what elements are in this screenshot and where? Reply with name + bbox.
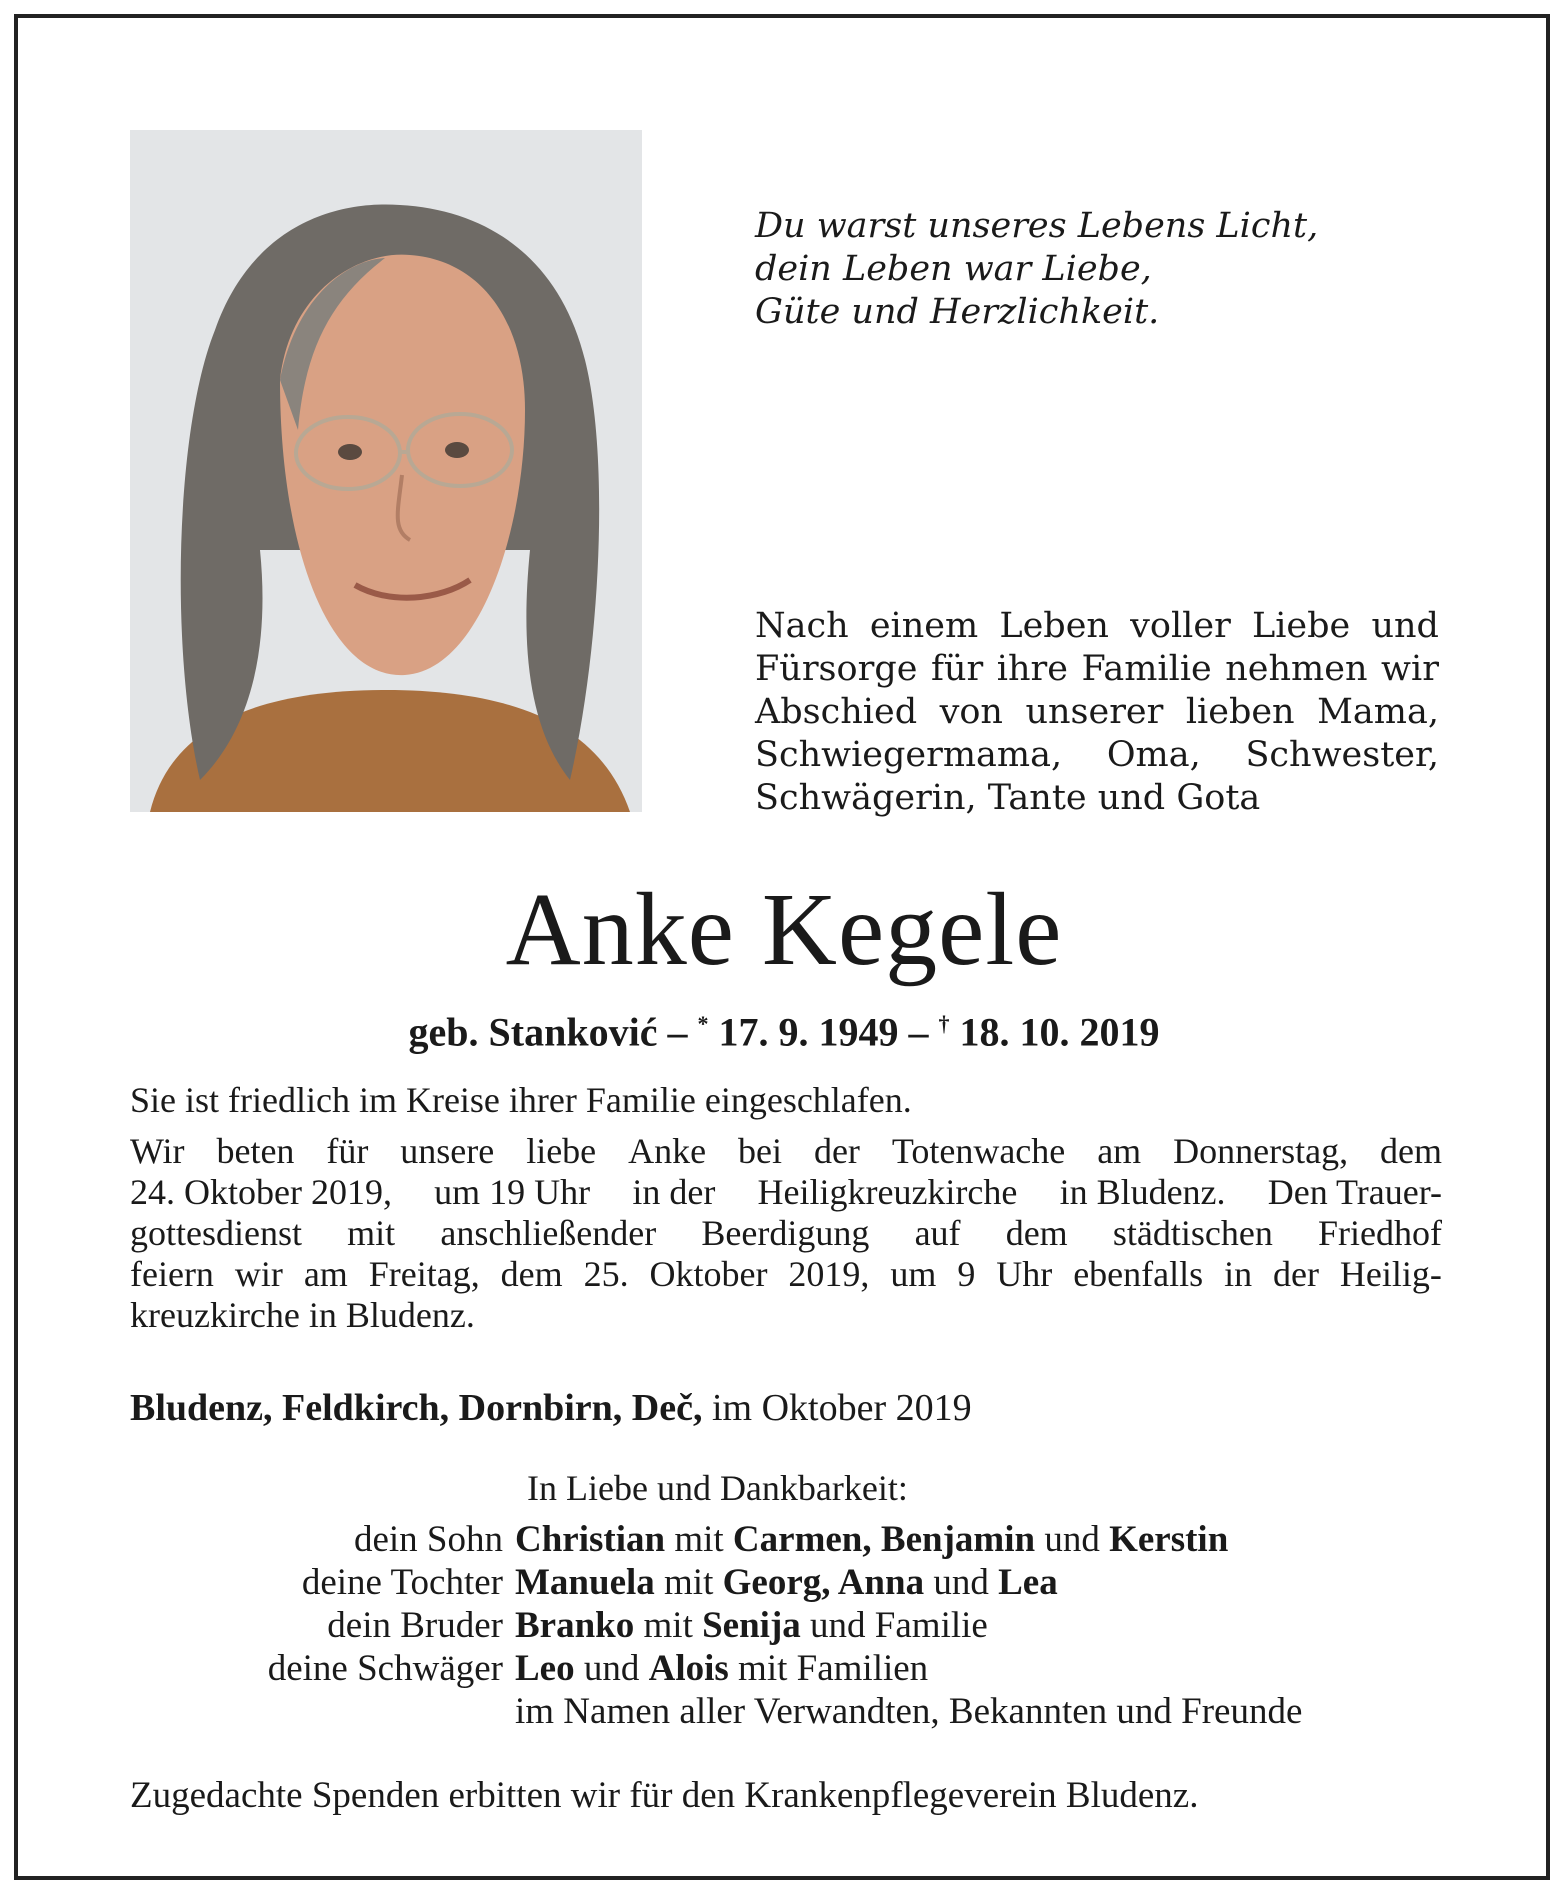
word: der <box>813 1131 860 1171</box>
word: lieben <box>1185 692 1295 732</box>
word: für <box>326 1131 369 1171</box>
service-line: kreuzkirche in Bludenz. <box>130 1295 475 1335</box>
connector-text: mit Familien <box>728 1648 929 1689</box>
paragraph-service <box>130 1131 1442 1336</box>
member-name: Alois <box>648 1648 729 1689</box>
service-line <box>130 1172 1442 1213</box>
quote-line: Du warst unseres Lebens Licht, <box>755 206 1319 246</box>
word: in <box>1224 1254 1253 1294</box>
word: dem <box>1380 1131 1442 1171</box>
relation-label: deine Tochter <box>301 1562 503 1603</box>
word: unserer <box>1025 692 1164 732</box>
member-name: Senija <box>702 1605 801 1646</box>
word: feiern <box>130 1254 214 1294</box>
word: 24. Oktober 2019, <box>130 1172 392 1212</box>
quote-line: Güte und Herzlichkeit. <box>755 292 1160 332</box>
family-members <box>515 1561 1058 1604</box>
word: Heiligkreuzkirche <box>757 1172 1018 1212</box>
connector-text: und Familie <box>800 1605 988 1646</box>
word: gottesdienst <box>130 1213 302 1253</box>
family-members <box>515 1604 988 1647</box>
word: Familie <box>1081 649 1212 689</box>
word: und <box>1371 606 1439 646</box>
word: Totenwache <box>891 1131 1066 1171</box>
family-members <box>515 1647 928 1690</box>
word: Schwiegermama, <box>755 735 1063 775</box>
word: von <box>939 692 1003 732</box>
word: städtischen <box>1112 1213 1273 1253</box>
relation-label: deine Schwäger <box>267 1648 503 1689</box>
donations-note: Zugedachte Spenden erbitten wir für den Krankenpflegeverein Bludenz. <box>130 1775 1199 1816</box>
birth-symbol: * <box>697 1011 709 1036</box>
intro-line: Schwägerin, Tante und Gota <box>755 778 1261 818</box>
family-members <box>515 1690 1302 1733</box>
word: beten <box>216 1131 295 1171</box>
word: bei <box>738 1131 783 1171</box>
word: Oktober <box>649 1254 768 1294</box>
member-name: Branko <box>515 1605 635 1646</box>
word: Abschied <box>755 692 918 732</box>
word: Mama, <box>1317 692 1439 732</box>
word: ihre <box>996 649 1068 689</box>
death-symbol: † <box>938 1011 950 1036</box>
word: Den Trauer- <box>1267 1172 1442 1212</box>
family-list <box>130 1518 1530 1733</box>
word: einem <box>869 606 979 646</box>
intro-line <box>755 734 1439 777</box>
word: Oma, <box>1106 735 1201 775</box>
family-row <box>130 1647 1530 1690</box>
word: Donnerstag, <box>1173 1131 1349 1171</box>
word: wir <box>234 1254 283 1294</box>
word: 2019, <box>788 1254 870 1294</box>
word: für <box>930 649 984 689</box>
word: um 19 Uhr <box>434 1172 591 1212</box>
portrait-photo <box>130 130 642 812</box>
deceased-name: Anke Kegele <box>505 872 1063 987</box>
connector-text: mit <box>634 1605 703 1646</box>
connector-text: mit <box>654 1562 723 1603</box>
intro-line <box>755 691 1439 734</box>
word: dem <box>1005 1213 1068 1253</box>
month-year: im Oktober 2019 <box>702 1387 972 1429</box>
word: der <box>1273 1254 1319 1294</box>
connector-text: und <box>574 1648 649 1689</box>
quote-line: dein Leben war Liebe, <box>755 249 1152 289</box>
birth-name: geb. Stanković <box>408 1009 658 1055</box>
relation-label <box>130 1690 515 1733</box>
word: Freitag, <box>368 1254 480 1294</box>
word: wir <box>1381 649 1439 689</box>
member-name: Lea <box>998 1562 1058 1603</box>
member-name: Manuela <box>515 1562 655 1603</box>
word: Heilig- <box>1339 1254 1442 1294</box>
service-line <box>130 1213 1442 1254</box>
member-name: Kerstin <box>1109 1519 1229 1560</box>
connector-text: und <box>924 1562 999 1603</box>
death-date: 18. 10. 2019 <box>959 1009 1160 1055</box>
word: Schwester, <box>1245 735 1439 775</box>
intro-line <box>755 605 1439 648</box>
word: mit <box>347 1213 396 1253</box>
family-row <box>130 1561 1530 1604</box>
word: anschließender <box>440 1213 657 1253</box>
word: voller <box>1130 606 1231 646</box>
member-name: Georg, Anna <box>722 1562 925 1603</box>
places: Bludenz, Feldkirch, Dornbirn, Deč, <box>130 1387 703 1429</box>
announcement-body <box>130 1080 1442 1336</box>
connector-text: und <box>1035 1519 1110 1560</box>
family-row <box>130 1604 1530 1647</box>
word: Anke <box>628 1131 707 1171</box>
word: Uhr <box>996 1254 1053 1294</box>
word: in der <box>632 1172 716 1212</box>
word: 25. <box>583 1254 629 1294</box>
word: Nach <box>755 606 849 646</box>
word: Beerdigung <box>701 1213 870 1253</box>
word: dem <box>500 1254 563 1294</box>
word: liebe <box>526 1131 597 1171</box>
paragraph-passed-away: Sie ist friedlich im Kreise ihrer Familie eingeschlafen. <box>130 1080 912 1120</box>
thanks-line: In Liebe und Dankbarkeit: <box>527 1468 908 1508</box>
word: am <box>303 1254 348 1294</box>
member-name: Leo <box>515 1648 575 1689</box>
intro-line <box>755 648 1439 691</box>
word: um <box>890 1254 937 1294</box>
word: am <box>1097 1131 1142 1171</box>
connector-text: mit <box>665 1519 733 1560</box>
relation-label: dein Sohn <box>353 1519 503 1560</box>
member-name: Carmen, Benjamin <box>732 1519 1036 1560</box>
word: in Bludenz. <box>1059 1172 1226 1212</box>
word: auf <box>914 1213 961 1253</box>
places-and-date <box>130 1386 972 1430</box>
word: 9 <box>957 1254 976 1294</box>
family-row <box>130 1690 1530 1733</box>
birth-date: 17. 9. 1949 <box>718 1009 899 1055</box>
word: unsere <box>400 1131 495 1171</box>
word: nehmen <box>1225 649 1368 689</box>
family-row <box>130 1518 1530 1561</box>
member-name: Christian <box>515 1519 666 1560</box>
word: Leben <box>999 606 1109 646</box>
word: Liebe <box>1252 606 1351 646</box>
intro-paragraph <box>755 605 1439 820</box>
connector-text: im Namen aller Verwandten, Bekannten und Freunde <box>515 1691 1303 1732</box>
service-line <box>130 1131 1442 1172</box>
relation-label: dein Bruder <box>327 1605 503 1646</box>
service-line <box>130 1254 1442 1295</box>
memorial-quote <box>755 205 1319 334</box>
word: Fürsorge <box>755 649 918 689</box>
family-members <box>515 1518 1228 1561</box>
word: Wir <box>130 1131 185 1171</box>
word: Friedhof <box>1318 1213 1442 1253</box>
word: ebenfalls <box>1073 1254 1204 1294</box>
life-dates: geb. Stanković – * 17. 9. 1949 – † 18. 10. 2019 <box>408 1009 1160 1055</box>
